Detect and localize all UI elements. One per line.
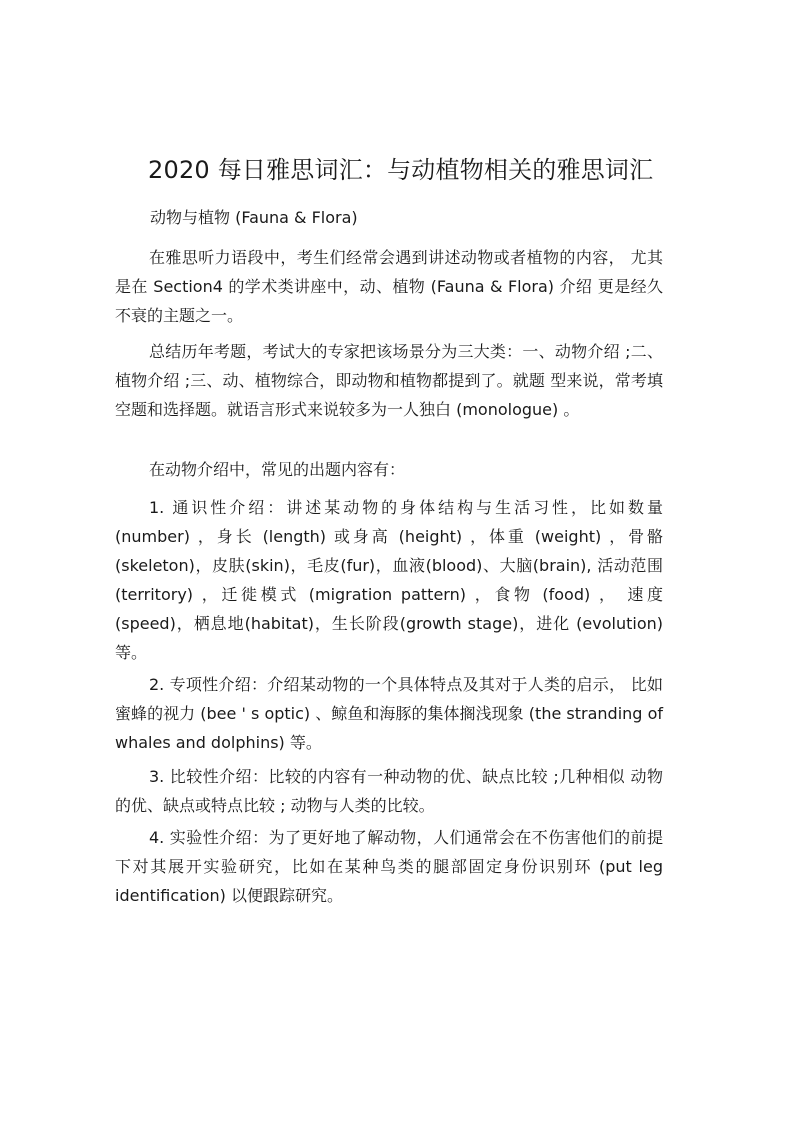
paragraph-specific-intro: 2. 专项性介绍：介绍某动物的一个具体特点及其对于人类的启示， 比如蜜蜂的视力 (bee ' s optic) 、鲸鱼和海豚的集体搁浅现象 (the stranding of whales and dolphins) 等。 xyxy=(115,675,663,752)
paragraph-general-intro: 1. 通识性介绍：讲述某动物的身体结构与生活习性，比如数量 (number) ，身长 (length) 或身高 (height) ，体重 (weight) ，骨骼 (skeleton)，皮肤(skin)，毛皮(fur)，血液(blood)、大脑(brain), 活动范围 (territory) ，迁徙模式 (migration pattern) ，食物 (food) ， 速度 (speed)，栖息地(habitat)，生长阶段(growth stage)，进化 (evolution) 等。 xyxy=(115,498,663,662)
paragraph-summary: 总结历年考题，考试大的专家把该场景分为三大类：一、动物介绍 ;二、植物介绍 ;三、动、植物综合，即动物和植物都提到了。就题 型来说，常考填空题和选择题。就语言形式来说较多为一人独白 (monologue) 。 xyxy=(115,342,663,419)
paragraph-intro: 在雅思听力语段中，考生们经常会遇到讲述动物或者植物的内容， 尤其是在 Section4 的学术类讲座中，动、植物 (Fauna & Flora) 介绍 更是经久不衰的主题之一。 xyxy=(115,248,663,325)
paragraph-comparative-intro: 3. 比较性介绍：比较的内容有一种动物的优、缺点比较 ;几种相似 动物的优、缺点或特点比较 ; 动物与人类的比较。 xyxy=(115,767,663,815)
section-subtitle: 动物与植物 (Fauna & Flora) xyxy=(150,208,358,227)
paragraph-common-topics: 在动物介绍中，常见的出题内容有： xyxy=(149,460,406,479)
paragraph-experimental-intro: 4. 实验性介绍：为了更好地了解动物，人们通常会在不伤害他们的前提下对其展开实验研究，比如在某种鸟类的腿部固定身份识别环 (put leg identification) 以便跟踪研究。 xyxy=(115,828,663,905)
page-title: 2020 每日雅思词汇：与动植物相关的雅思词汇 xyxy=(148,156,654,184)
